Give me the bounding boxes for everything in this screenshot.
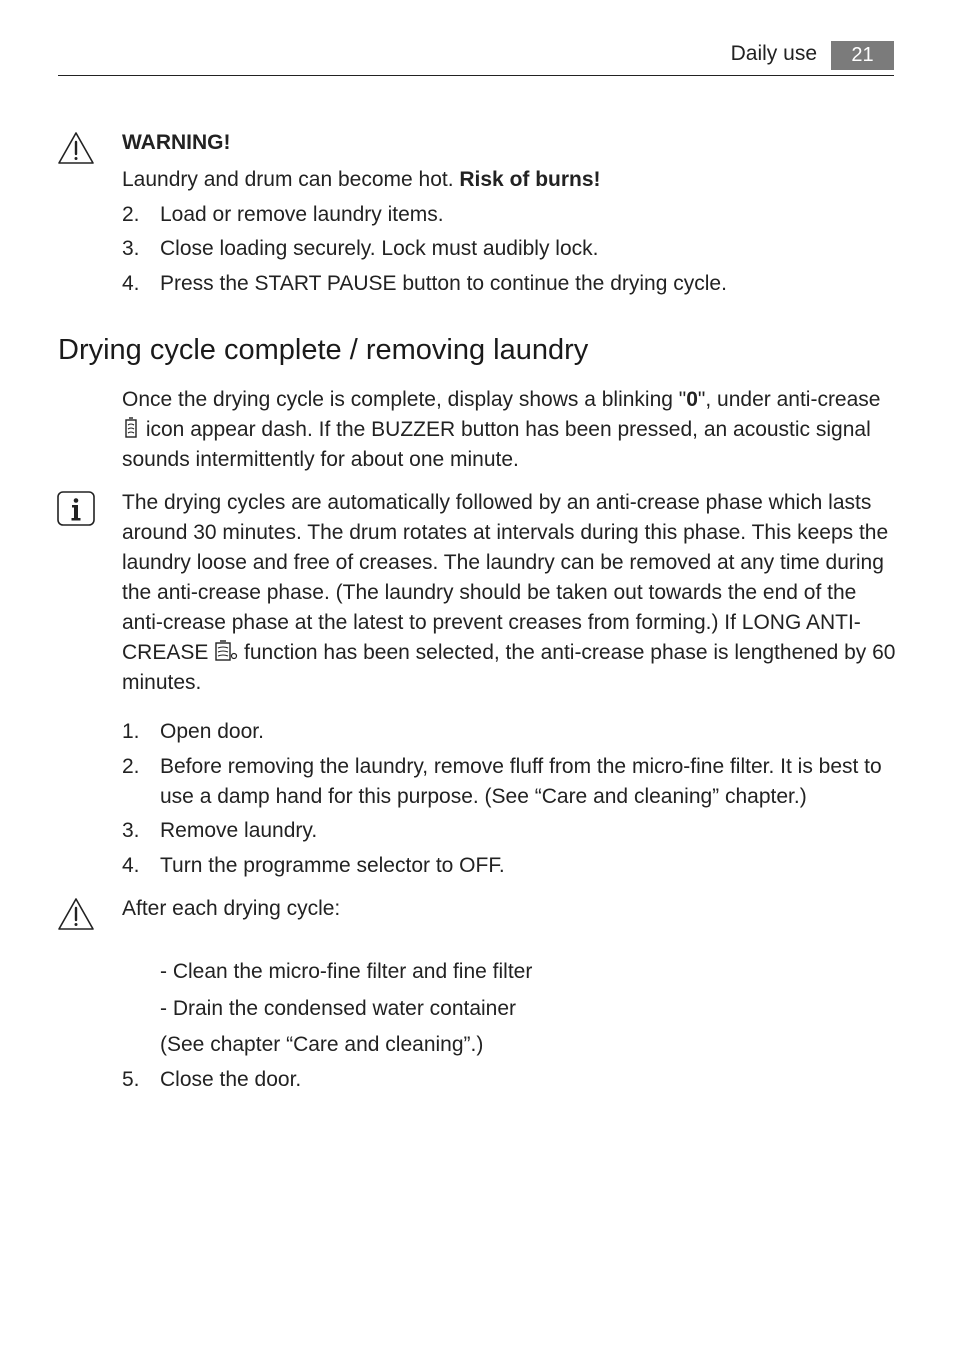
step-text: Close loading securely. Lock must audibly lock. bbox=[160, 237, 599, 260]
step-number: 3. bbox=[122, 819, 140, 842]
step-number: 4. bbox=[122, 272, 140, 295]
warning-triangle-icon bbox=[57, 131, 95, 165]
warning2-intro: After each drying cycle: bbox=[122, 897, 341, 920]
intro-paragraph: Once the drying cycle is complete, display shows a blinking "0", under anti-crease icon appear dash. If the BUZZER button has been pressed, an acoustic signal sounds intermittently for about one minute. bbox=[122, 388, 881, 471]
warning2-bullet: - Drain the condensed water container bbox=[160, 997, 517, 1020]
page-number: 21 bbox=[831, 41, 894, 70]
step-text: Close the door. bbox=[160, 1068, 302, 1091]
step-text: Open door. bbox=[160, 720, 264, 743]
step-number: 2. bbox=[122, 755, 140, 778]
warning2-note: (See chapter “Care and cleaning”.) bbox=[160, 1033, 484, 1056]
step-number: 1. bbox=[122, 720, 140, 743]
info-paragraph: The drying cycles are automatically followed by an anti-crease phase which lasts around 30 minutes. The drum rotates at intervals during this phase. This keeps the laundry loose and free of creases. The laundry can be removed at any time during the anti-crease phase. (The laundry should be taken out towards the end of the anti-crease phase at the latest to prevent creases from forming.) If LONG ANTI- CREASE function has been selected, the anti-crease phase is lengthened by 60 minutes. bbox=[122, 491, 896, 694]
warning-title: WARNING! bbox=[122, 131, 231, 154]
header-rule bbox=[58, 75, 894, 76]
warning-text: Laundry and drum can become hot. Risk of burns! bbox=[122, 168, 601, 191]
info-icon bbox=[57, 491, 95, 526]
section-heading: Drying cycle complete / removing laundry bbox=[58, 334, 589, 366]
step-text: Remove laundry. bbox=[160, 819, 318, 842]
step-number: 2. bbox=[122, 203, 140, 226]
step-number: 4. bbox=[122, 854, 140, 877]
long-anti-crease-icon bbox=[214, 640, 238, 662]
header-section-label: Daily use bbox=[730, 42, 817, 65]
warning2-bullet: - Clean the micro-fine filter and fine filter bbox=[160, 960, 533, 983]
anti-crease-icon bbox=[122, 417, 140, 439]
step-number: 5. bbox=[122, 1068, 140, 1091]
warning-triangle-icon bbox=[57, 897, 95, 931]
step-text: Before removing the laundry, remove fluff from the micro-fine filter. It is best to use a damp hand for this purpose. (See “Care and cleaning” chapter.) bbox=[160, 755, 882, 808]
step-number: 3. bbox=[122, 237, 140, 260]
step-text: Turn the programme selector to OFF. bbox=[160, 854, 505, 877]
step-text: Press the START PAUSE button to continue the drying cycle. bbox=[160, 272, 727, 295]
step-text: Load or remove laundry items. bbox=[160, 203, 444, 226]
